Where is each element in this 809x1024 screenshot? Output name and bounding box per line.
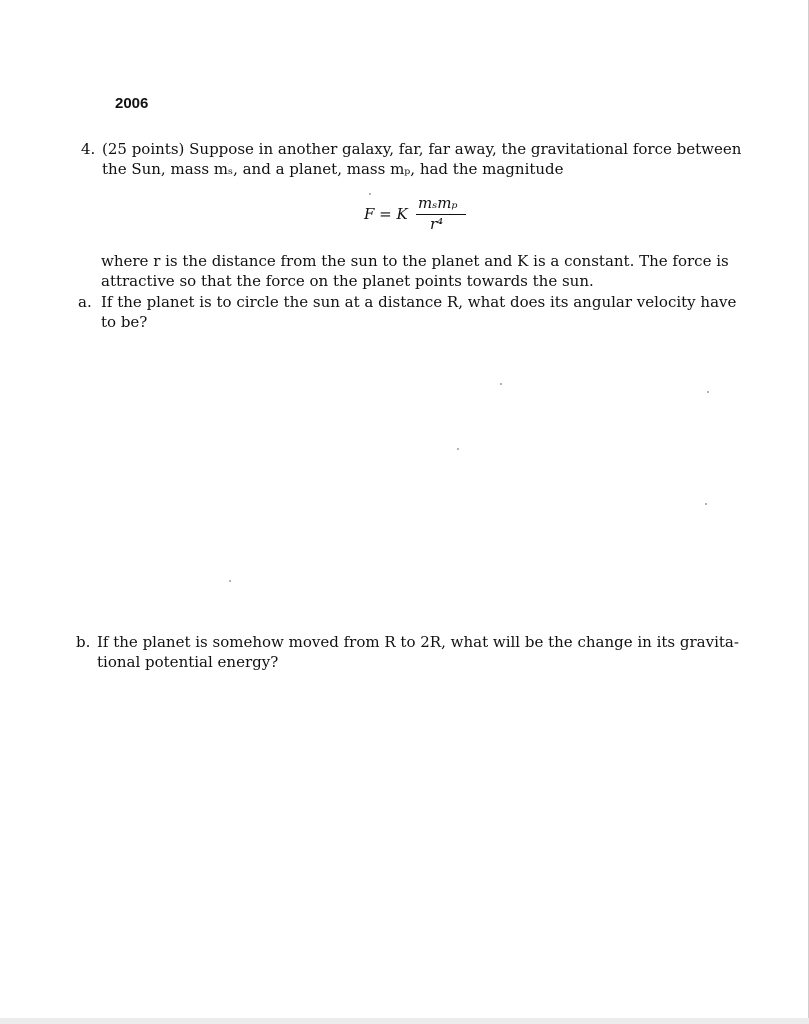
scan-speck <box>707 391 709 393</box>
scan-speck <box>500 383 502 385</box>
formula-numerator: mₛmₚ <box>418 194 458 212</box>
year-heading: 2006 <box>115 95 149 112</box>
part-a-line-1: If the planet is to circle the sun at a distance R, what does its angular velocity have <box>101 293 737 311</box>
scan-speck <box>229 580 231 582</box>
formula-denominator: r⁴ <box>430 215 444 233</box>
where-text-line-2: attractive so that the force on the planet points towards the sun. <box>101 272 594 290</box>
formula-lhs: F = K <box>364 205 408 223</box>
scan-speck <box>369 193 371 195</box>
scan-speck <box>457 448 459 450</box>
part-b-label: b. <box>76 633 91 651</box>
part-b-line-1: If the planet is somehow moved from R to 2R, what will be the change in its gravita- <box>97 633 739 651</box>
part-a-line-2: to be? <box>101 313 148 331</box>
where-text-line-1: where r is the distance from the sun to the planet and K is a constant. The force is <box>101 252 729 270</box>
force-formula <box>360 194 480 234</box>
problem-text-line-1: (25 points) Suppose in another galaxy, far, far away, the gravitational force between <box>102 140 742 158</box>
part-a-label: a. <box>78 293 92 311</box>
bottom-bar <box>0 1018 809 1024</box>
problem-number: 4. <box>81 140 96 158</box>
problem-text-line-2: the Sun, mass mₛ, and a planet, mass mₚ, had the magnitude <box>102 160 564 178</box>
part-b-line-2: tional potential energy? <box>97 653 279 671</box>
scan-speck <box>705 503 707 505</box>
